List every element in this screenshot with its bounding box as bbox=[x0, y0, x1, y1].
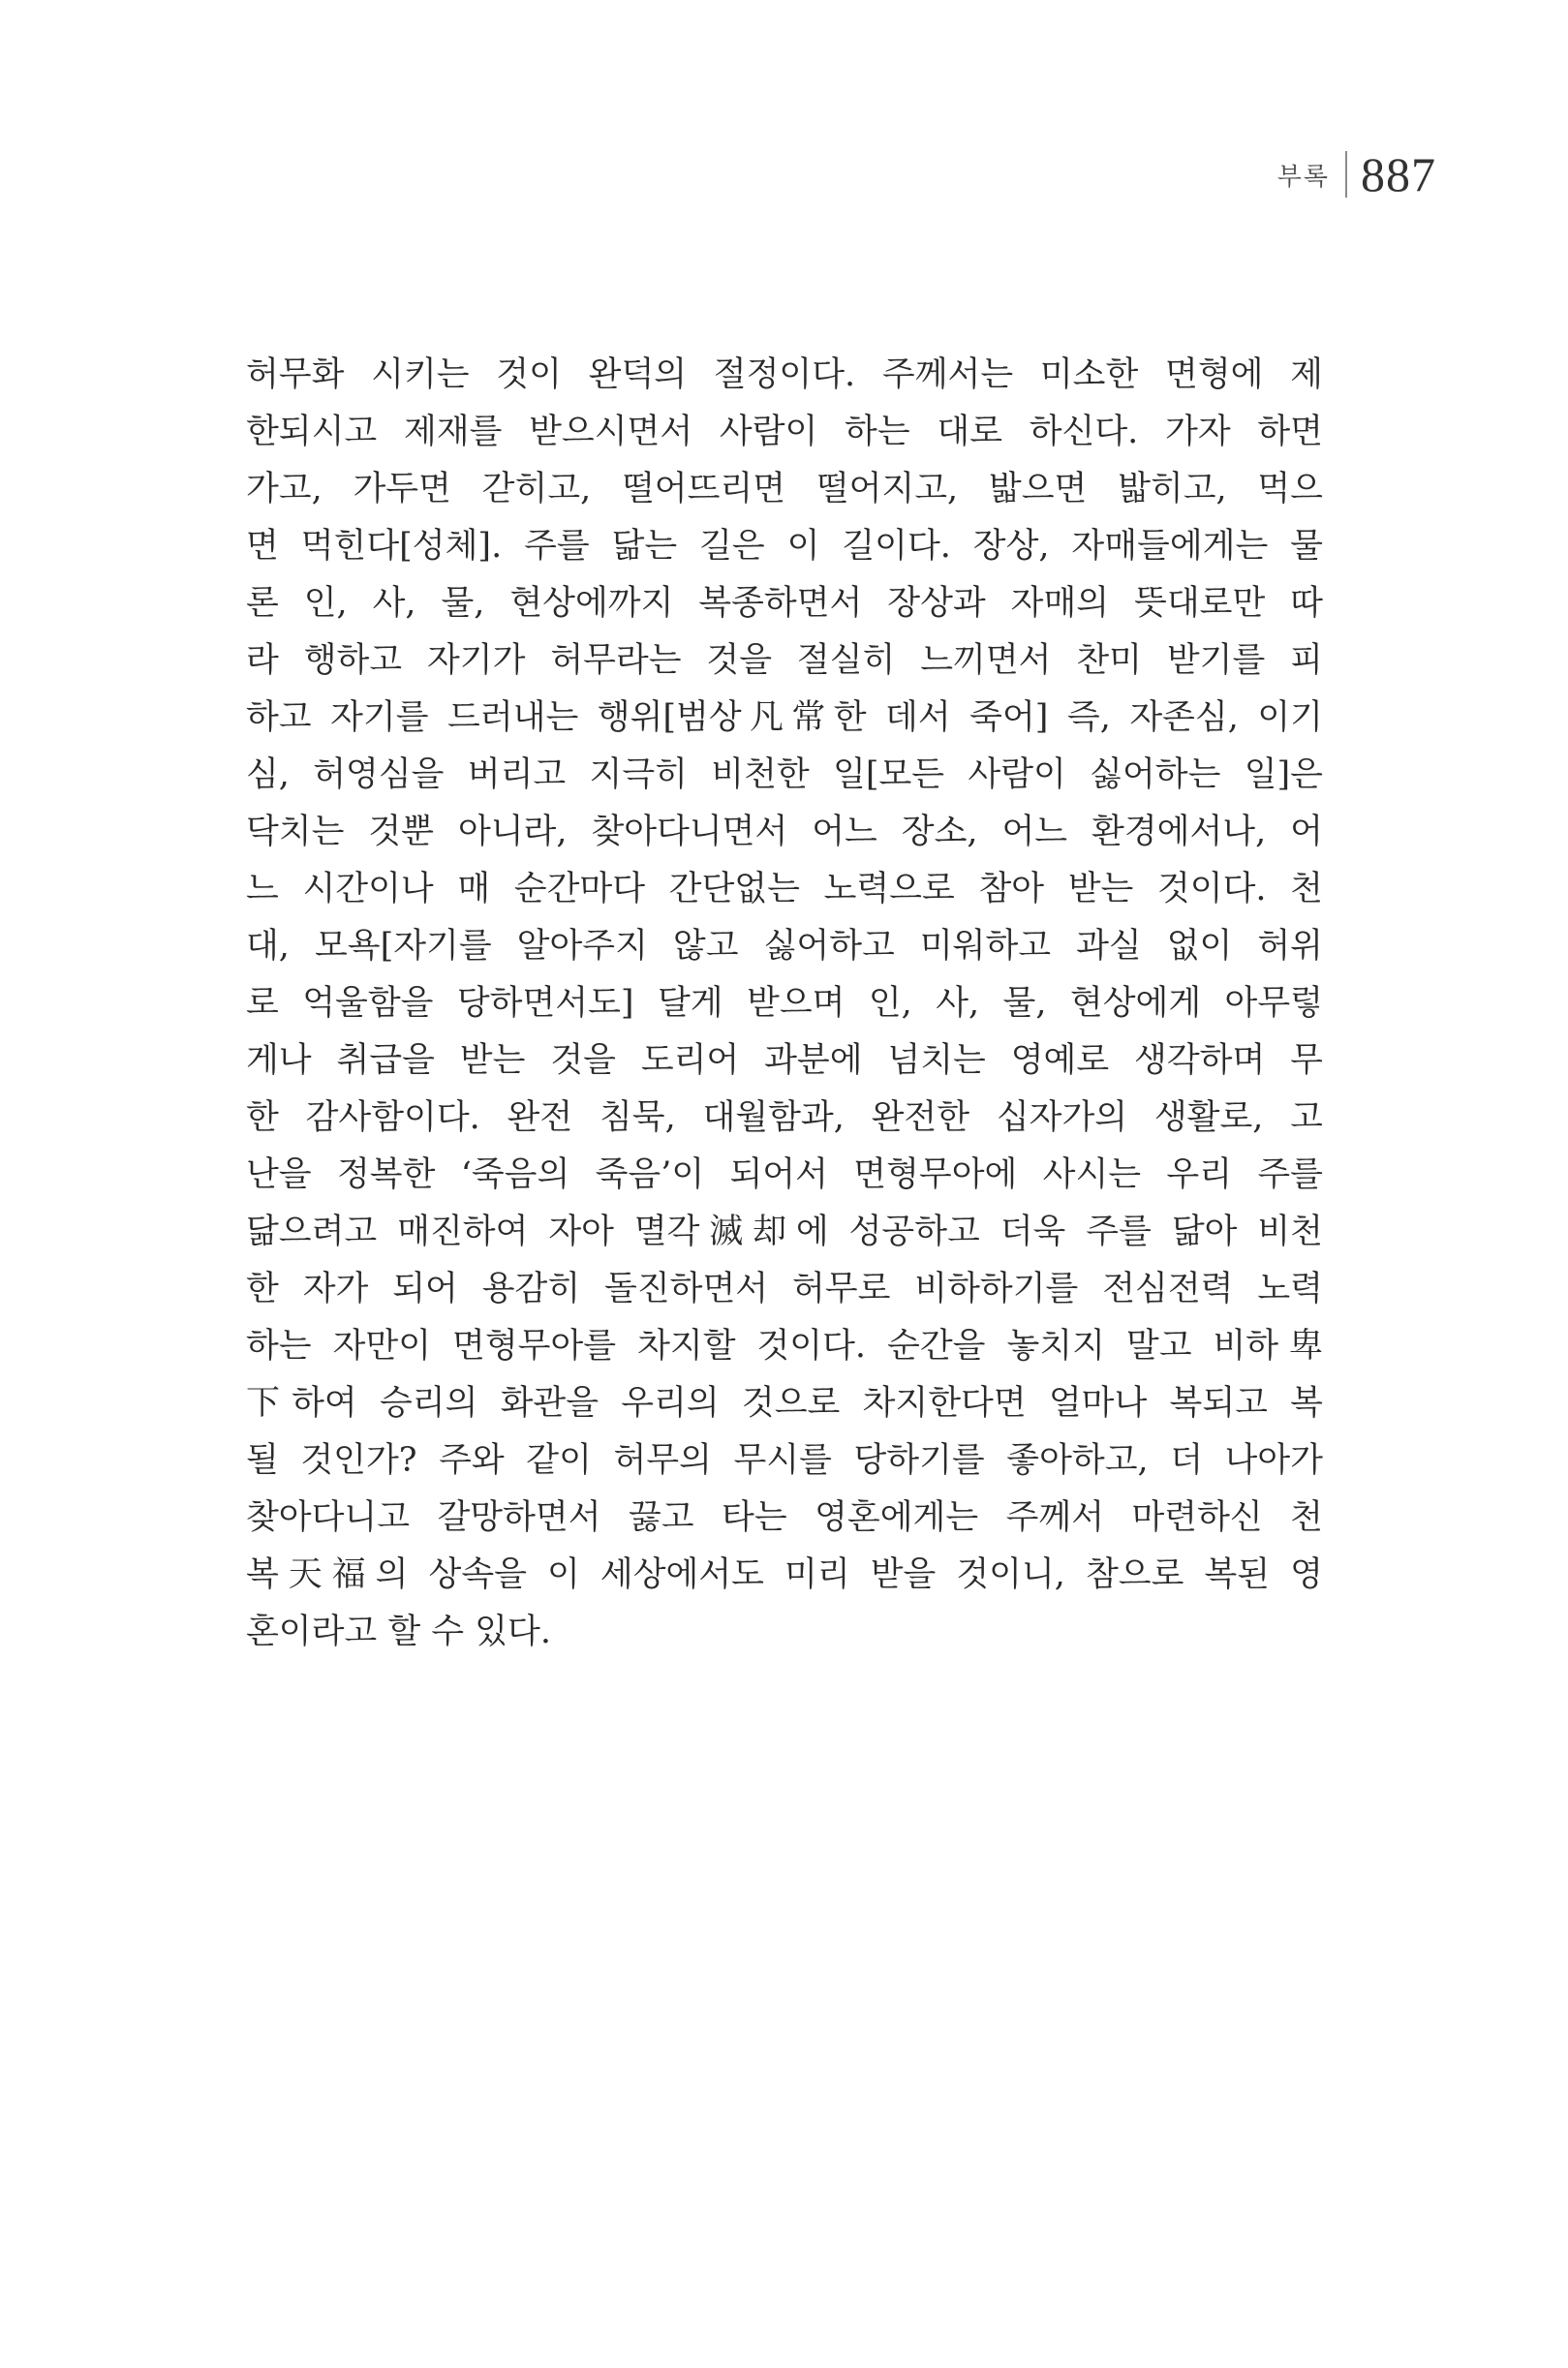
text-line: 한 자가 되어 용감히 돌진하면서 허무로 비하하기를 전심전력 노력 bbox=[246, 1270, 1323, 1308]
text-line: 론 인, 사, 물, 현상에까지 복종하면서 장상과 자매의 뜻대로만 따 bbox=[246, 584, 1323, 623]
text-line: 로 억울함을 당하면서도] 달게 받으며 인, 사, 물, 현상에게 아무렇 bbox=[246, 984, 1323, 1023]
text-line: 찾아다니고 갈망하면서 끓고 타는 영혼에게는 주께서 마련하신 천 bbox=[246, 1498, 1323, 1537]
text-line: 하고 자기를 드러내는 행위[범상凡常한 데서 죽어] 즉, 자존심, 이기 bbox=[246, 698, 1323, 737]
text-line: 닥치는 것뿐 아니라, 찾아다니면서 어느 장소, 어느 환경에서나, 어 bbox=[246, 813, 1323, 851]
text-line: 닮으려고 매진하여 자아 멸각滅却에 성공하고 더욱 주를 닮아 비천 bbox=[246, 1213, 1323, 1251]
text-line: 난을 정복한 ‘죽음의 죽음’이 되어서 면형무아에 사시는 우리 주를 bbox=[246, 1155, 1323, 1194]
text-line: 한되시고 제재를 받으시면서 사람이 하는 대로 하신다. 가자 하면 bbox=[246, 413, 1323, 451]
text-line: 혼이라고 할 수 있다. bbox=[246, 1613, 551, 1651]
body-text bbox=[246, 347, 1323, 1661]
text-line: 가고, 가두면 갇히고, 떨어뜨리면 떨어지고, 밟으면 밟히고, 먹으 bbox=[246, 470, 1323, 508]
text-line: 한 감사함이다. 완전 침묵, 대월함과, 완전한 십자가의 생활로, 고 bbox=[246, 1098, 1323, 1137]
text-line: 느 시간이나 매 순간마다 간단없는 노력으로 참아 받는 것이다. 천 bbox=[246, 870, 1323, 908]
text-line: 될 것인가? 주와 같이 허무의 무시를 당하기를 좋아하고, 더 나아가 bbox=[246, 1441, 1323, 1480]
section-label: 부록 bbox=[1276, 162, 1330, 192]
text-line: 하는 자만이 면형무아를 차지할 것이다. 순간을 놓치지 말고 비하卑 bbox=[246, 1327, 1323, 1366]
text-line: 라 행하고 자기가 허무라는 것을 절실히 느끼면서 찬미 받기를 피 bbox=[246, 641, 1323, 680]
text-line: 게나 취급을 받는 것을 도리어 과분에 넘치는 영예로 생각하며 무 bbox=[246, 1041, 1323, 1080]
text-line: 복天福의 상속을 이 세상에서도 미리 받을 것이니, 참으로 복된 영 bbox=[246, 1555, 1323, 1594]
running-header bbox=[1277, 145, 1436, 203]
page-number: 887 bbox=[1361, 147, 1436, 201]
text-line: 下하여 승리의 화관을 우리의 것으로 차지한다면 얼마나 복되고 복 bbox=[246, 1384, 1323, 1423]
text-line: 허무화 시키는 것이 완덕의 절정이다. 주께서는 미소한 면형에 제 bbox=[246, 355, 1323, 394]
text-line: 면 먹힌다[성체]. 주를 닮는 길은 이 길이다. 장상, 자매들에게는 물 bbox=[246, 527, 1323, 566]
text-line: 대, 모욕[자기를 알아주지 않고 싫어하고 미워하고 과실 없이 허위 bbox=[246, 927, 1323, 966]
text-line: 심, 허영심을 버리고 지극히 비천한 일[모든 사람이 싫어하는 일]은 bbox=[246, 755, 1323, 794]
header-divider bbox=[1345, 151, 1347, 198]
